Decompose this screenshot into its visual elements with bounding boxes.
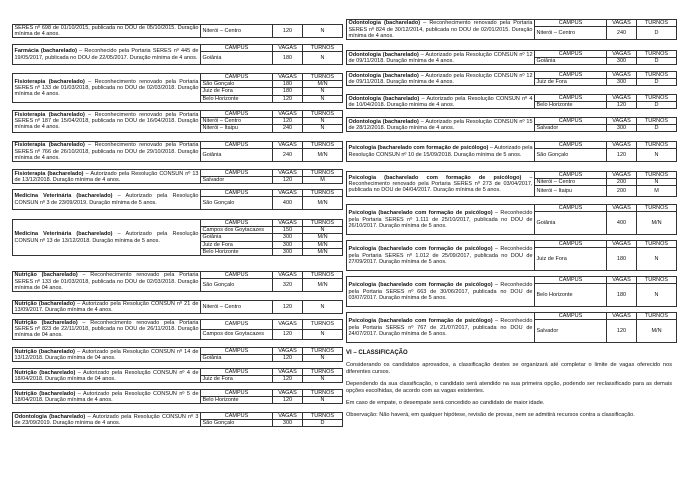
course-block [12,44,338,65]
turnos-cell: N [637,179,677,186]
course-description: Fisioterapia (bacharelado) – Reconhecimento renovado pela Portaria SERES nº 133 de 01/03/2018, publicada no DOU de 02/03/2018. Duração mínima de 4 anos. [13,74,201,103]
course-block [12,73,338,103]
course-block [12,141,338,162]
vagas-header: VAGAS [273,45,303,52]
vagas-header: VAGAS [607,172,637,179]
campus-cell: Goiânia [201,52,273,65]
turnos-cell: N [303,301,343,314]
campus-cell: Juiz de Fora [535,248,607,271]
vagas-cell: 300 [273,234,303,241]
turnos-header: TURNOS [303,142,343,149]
vagas-header: VAGAS [607,72,637,79]
course-description: Odontologia (bacharelado) – Autorizado pela Resolução CONSUN nº 12 de 09/11/2018. Duração mínima de 4 anos. [348,51,533,64]
turnos-header: TURNOS [637,205,677,212]
campus-cell: Niterói – Centro [535,27,607,40]
course-block [12,389,338,404]
campus-header: CAMPUS [201,348,273,355]
turnos-header: TURNOS [303,190,343,197]
vagas-header: VAGAS [273,142,303,149]
campus-header: CAMPUS [535,277,607,284]
vagas-cell: 300 [273,241,303,248]
campus-header: CAMPUS [535,241,607,248]
course-description: Nutrição (bacharelado) – Autorizado pela Resolução CONSUN nº 5 de 18/04/2018. Duração mínima de 4 anos. [14,390,199,403]
course-description: Psicologia (bacharelado com formação de psicólogo) – Reconhecimento renovado pela Portaria SERES nº 273 de 03/04/2017, publicada no DOU de 04/04/2017. Duração mínima de 5 anos. [347,172,535,197]
course-block [346,312,672,343]
turnos-cell: M/N [303,197,343,210]
campus-header: CAMPUS [201,220,273,227]
campus-cell: Goiânia [201,149,273,162]
paragraph: Considerando os candidatos aprovados, a classificação destes se organizará até completar o limite de vagas oferecido nos diferentes cursos. [346,362,672,375]
course-description: Nutrição (bacharelado) – Autorizado pela Resolução CONSUN nº 4 de 18/04/2018. Duração mínima de 04 anos. [14,369,199,382]
turnos-header: TURNOS [303,170,343,177]
course-description: Medicina Veterinária (bacharelado) – Autorizado pela Resolução CONSUN nº 13 de 13/12/2018. Duração mínima de 5 anos. [13,220,201,256]
vagas-cell: 120 [273,301,303,314]
vagas-cell: 120 [273,177,303,184]
course-description: Odontologia (bacharelado) – Autorizado pela Resolução CONSUN nº 12 de 09/11/2018. Duração mínima de 4 anos. [348,72,533,85]
vagas-cell: 180 [607,248,637,271]
vagas-cell: 180 [273,81,303,88]
turnos-cell: N [303,25,343,38]
course-block [346,276,672,307]
turnos-cell: M [303,177,343,184]
turnos-cell: N [303,88,343,95]
section-title: VI – CLASSIFICAÇÃO [346,350,408,356]
campus-cell: Goiânia [535,58,607,65]
campus-cell: Salvador [535,125,607,132]
vagas-cell: 120 [273,118,303,125]
paragraph: Em caso de empate, o desempate será concedido ao candidato de maior idade. [346,400,545,407]
course-block [12,368,338,383]
course-block [346,94,672,109]
turnos-header: TURNOS [637,313,677,320]
campus-header: CAMPUS [201,111,273,118]
course-description: Nutrição (bacharelado) – Autorizado pela Resolução CONSUN nº 14 de 13/12/2018. Duração mínima de 04 anos. [14,348,199,361]
campus-cell: Niterói – Itaipu [201,125,273,132]
campus-header: CAMPUS [535,20,607,27]
campus-header: CAMPUS [535,205,607,212]
vagas-cell: 120 [607,149,637,162]
campus-cell: Juiz de Fora [201,376,273,383]
turnos-cell: D [637,102,677,109]
classification-section [346,350,672,419]
course-block [12,347,338,362]
campus-cell: Campos dos Goytacazes [201,227,273,234]
turnos-header: TURNOS [303,320,343,330]
vagas-header: VAGAS [273,74,303,81]
campus-cell: São Gonçalo [201,420,273,427]
campus-header: CAMPUS [535,313,607,320]
vagas-header: VAGAS [607,241,637,248]
vagas-header: VAGAS [273,111,303,118]
vagas-header: VAGAS [273,272,303,279]
turnos-header: TURNOS [637,20,677,27]
course-block [12,300,338,314]
paragraph: Observação: Não haverá, em qualquer hipótese, revisão de provas, nem se admitirá recursos contra a classificação. [346,412,635,419]
vagas-cell: 400 [607,212,637,235]
vagas-header: VAGAS [607,277,637,284]
turnos-header: TURNOS [637,172,677,179]
vagas-cell: 180 [273,52,303,65]
campus-cell: Campos dos Goytacazes [201,329,273,339]
course-description: Odontologia (bacharelado) – Autorizado pela Resolução CONSUN nº 15 de 28/12/2018. Duração mínima de 4 anos. [348,118,533,131]
course-description: Psicologia (bacharelado com formação de psicólogo) – Reconhecido pela Portaria SERES nº 1.012 de 25/09/2017, publicada no DOU de 27/09/2017. Duração mínima de 5 anos. [347,241,535,271]
vagas-cell: 300 [273,248,303,255]
vagas-header: VAGAS [273,413,303,420]
campus-header: CAMPUS [535,72,607,79]
turnos-header: TURNOS [303,45,343,52]
vagas-cell: 300 [607,125,637,132]
vagas-header: VAGAS [607,95,637,102]
course-description: Odontologia (bacharelado) – Reconhecimento renovado pela Portaria SERES nº 824 de 30/12/2014, publicada no DOU de 02/01/2015. Duração mínima de 4 anos. [348,20,533,39]
vagas-cell: 300 [607,79,637,86]
turnos-header: TURNOS [637,142,677,149]
turnos-cell: M/N [303,81,343,88]
course-description: Fisioterapia (bacharelado) – Reconhecimento renovado pela Portaria SERES nº 187 de 15/04/2018, publicada no DOU de 16/04/2018. Duração mínima de 4 anos. [14,112,199,131]
vagas-cell: 180 [607,284,637,307]
campus-cell: Salvador [535,320,607,343]
vagas-cell: 300 [273,420,303,427]
turnos-header: TURNOS [303,111,343,118]
vagas-header: VAGAS [273,348,303,355]
turnos-header: TURNOS [303,390,343,397]
vagas-cell: 320 [273,279,303,292]
course-block [346,117,672,132]
vagas-header: VAGAS [273,190,303,197]
turnos-header: TURNOS [637,118,677,125]
campus-header: CAMPUS [535,51,607,58]
turnos-cell: M/N [637,320,677,343]
vagas-cell: 120 [273,397,303,404]
vagas-header: VAGAS [607,313,637,320]
vagas-cell: 400 [273,197,303,210]
turnos-cell: N [637,284,677,307]
turnos-cell: N [303,125,343,132]
turnos-header: TURNOS [637,51,677,58]
vagas-header: VAGAS [607,118,637,125]
vagas-header: VAGAS [273,170,303,177]
vagas-header: VAGAS [607,20,637,27]
course-block [12,412,338,427]
course-block [12,219,338,256]
course-description: SERES nº 698 de 01/10/2015, publicada no DOU de 05/10/2015. Duração mínima de 4 anos. [14,25,199,38]
turnos-cell: D [637,27,677,40]
campus-header: CAMPUS [201,45,273,52]
campus-cell: Belo Horizonte [201,397,273,404]
course-block [12,110,338,133]
turnos-header: TURNOS [303,413,343,420]
campus-cell: Belo Horizonte [201,95,273,102]
turnos-cell: M/N [303,234,343,241]
vagas-cell: 120 [607,320,637,343]
turnos-cell: M/N [637,212,677,235]
course-block [346,19,672,40]
turnos-cell: D [637,58,677,65]
course-description: Fisioterapia (bacharelado) – Reconhecimento renovado pela Portaria SERES nº 766 de 26/10/2018, publicada no DOU de 29/10/2018. Duração mínima de 4 anos. [14,142,199,161]
vagas-cell: 120 [273,355,303,362]
course-block [346,240,672,271]
course-description: Odontologia (bacharelado) – Autorizado pela Resolução CONSUN nº 3 de 23/09/2019. Duração mínima de 4 anos. [14,413,199,426]
vagas-header: VAGAS [273,320,303,330]
campus-header: CAMPUS [535,172,607,179]
turnos-cell: N [303,355,343,362]
campus-cell: Niterói – Centro [201,301,273,314]
course-description: Psicologia (bacharelado com formação de psicólogo) – Reconhecido pela Portaria SERES nº 663 de 30/06/2017, publicada no DOU de 03/07/2017. Duração mínima de 5 anos. [347,277,535,307]
campus-header: CAMPUS [201,272,273,279]
course-block [346,71,672,86]
course-block [346,141,672,162]
campus-header: CAMPUS [201,74,273,81]
campus-cell: Belo Horizonte [201,248,273,255]
turnos-cell: N [303,118,343,125]
campus-cell: Niterói – Itaipu [535,186,607,197]
vagas-header: VAGAS [607,205,637,212]
campus-cell: São Gonçalo [201,197,273,210]
turnos-cell: N [303,397,343,404]
campus-cell: Belo Horizonte [535,102,607,109]
campus-header: CAMPUS [201,190,273,197]
vagas-cell: 180 [273,88,303,95]
vagas-cell: 120 [273,25,303,38]
turnos-header: TURNOS [303,74,343,81]
campus-header: CAMPUS [201,320,273,330]
vagas-cell: 200 [607,186,637,197]
vagas-header: VAGAS [607,142,637,149]
campus-cell: Goiânia [201,234,273,241]
turnos-cell: N [303,329,343,339]
campus-header: CAMPUS [535,118,607,125]
campus-cell: Juiz de Fora [201,88,273,95]
turnos-cell: M/N [303,279,343,292]
turnos-header: TURNOS [303,220,343,227]
campus-header: CAMPUS [201,390,273,397]
vagas-cell: 120 [607,102,637,109]
course-block [346,50,672,65]
course-description: Medicina Veterinária (bacharelado) – Autorizado pela Resolução CONSUN nº 3 de 23/09/2019. Duração mínima de 5 anos. [13,190,201,210]
turnos-cell: N [637,248,677,271]
course-block [346,204,672,235]
course-block [12,169,338,184]
vagas-cell: 240 [607,27,637,40]
campus-cell: Juiz de Fora [201,241,273,248]
paragraph: Dependendo da sua classificação, o candidato será atendido na sua primeira opção, podendo ser reclassificado para as demais opções escolhidas, de acordo com as vagas existentes. [346,381,672,394]
campus-cell: Belo Horizonte [535,284,607,307]
campus-cell: São Gonçalo [535,149,607,162]
turnos-cell: D [637,125,677,132]
course-block [12,271,338,292]
campus-cell: São Gonçalo [201,81,273,88]
turnos-header: TURNOS [637,95,677,102]
turnos-cell: M/N [303,149,343,162]
campus-cell: Juiz de Fora [535,79,607,86]
campus-cell: Goiânia [201,355,273,362]
turnos-header: TURNOS [303,369,343,376]
course-block [12,24,338,38]
turnos-cell: M [637,186,677,197]
campus-header: CAMPUS [201,413,273,420]
turnos-cell: M/N [303,248,343,255]
turnos-header: TURNOS [637,241,677,248]
course-description: Psicologia (bacharelado com formação de psicólogo) – Reconhecido pela Portaria SERES nº 1.111 de 25/10/2017, publicada no DOU de 26/10/2017. Duração mínima de 5 anos. [347,205,535,235]
course-block [12,319,338,340]
course-description: Odontologia (bacharelado) – Autorizado pela Resolução CONSUN nº 4 de 10/04/2018. Duração mínima de 4 anos. [348,95,533,108]
course-description: Psicologia (bacharelado com formação de psicólogo) – Autorizado pela Resolução CONSUN nº 10 de 15/09/2018. Duração mínima de 5 anos. [347,142,535,162]
turnos-header: TURNOS [303,272,343,279]
campus-cell: Niterói – Centro [201,118,273,125]
vagas-cell: 150 [273,227,303,234]
vagas-cell: 240 [273,125,303,132]
campus-cell: Salvador [201,177,273,184]
campus-cell: Niterói – Centro [535,179,607,186]
campus-header: CAMPUS [535,95,607,102]
turnos-cell: D [637,79,677,86]
campus-header: CAMPUS [535,142,607,149]
vagas-cell: 300 [607,58,637,65]
turnos-header: TURNOS [303,348,343,355]
turnos-header: TURNOS [637,277,677,284]
course-block [346,171,672,197]
vagas-cell: 240 [273,149,303,162]
course-description: Fisioterapia (bacharelado) – Autorizado pela Resolução CONSUN nº 13 de 13/12/2018. Duração mínima de 4 anos. [14,170,199,183]
campus-header: CAMPUS [201,142,273,149]
course-description: Psicologia (bacharelado com formação de psicólogo) – Reconhecido pela Portaria SERES nº 767 de 21/07/2017, publicada no DOU de 24/07/2017. Duração mínima de 5 anos. [347,313,535,343]
vagas-header: VAGAS [273,220,303,227]
vagas-header: VAGAS [607,51,637,58]
turnos-cell: N [303,95,343,102]
turnos-cell: N [303,376,343,383]
vagas-cell: 120 [273,95,303,102]
turnos-cell: N [637,149,677,162]
course-description: Nutrição (bacharelado) – Reconhecimento renovado pela Portaria SERES nº 133 de 01/03/2018, publicada no DOU de 02/03/2018. Duração mínima de 04 anos. [14,272,199,291]
course-description: Nutrição (bacharelado) – Autorizado pela Resolução CONSUN nº 21 de 13/09/2017. Duração mínima de 4 anos. [14,301,199,314]
turnos-header: TURNOS [637,72,677,79]
turnos-cell: N [303,227,343,234]
course-description: Farmácia (bacharelado) – Reconhecido pela Portaria SERES nº 445 de 19/05/2017, publicada no DOU de 22/05/2017. Duração mínima de 4 anos. [13,45,201,65]
vagas-cell: 120 [273,376,303,383]
turnos-cell: D [303,420,343,427]
turnos-cell: M/N [303,241,343,248]
vagas-cell: 200 [607,179,637,186]
campus-cell: São Gonçalo [201,279,273,292]
course-description: Nutrição (bacharelado) – Reconhecimento renovado pela Portaria SERES nº 823 de 22/11/2018, publicada no DOU de 26/11/2018. Duração mínima de 04 anos. [14,320,199,339]
campus-cell: Niterói – Centro [201,25,273,38]
vagas-header: VAGAS [273,369,303,376]
course-block [12,189,338,210]
vagas-cell: 120 [273,329,303,339]
campus-header: CAMPUS [201,170,273,177]
turnos-cell: N [303,52,343,65]
campus-cell: Goiânia [535,212,607,235]
vagas-header: VAGAS [273,390,303,397]
campus-header: CAMPUS [201,369,273,376]
